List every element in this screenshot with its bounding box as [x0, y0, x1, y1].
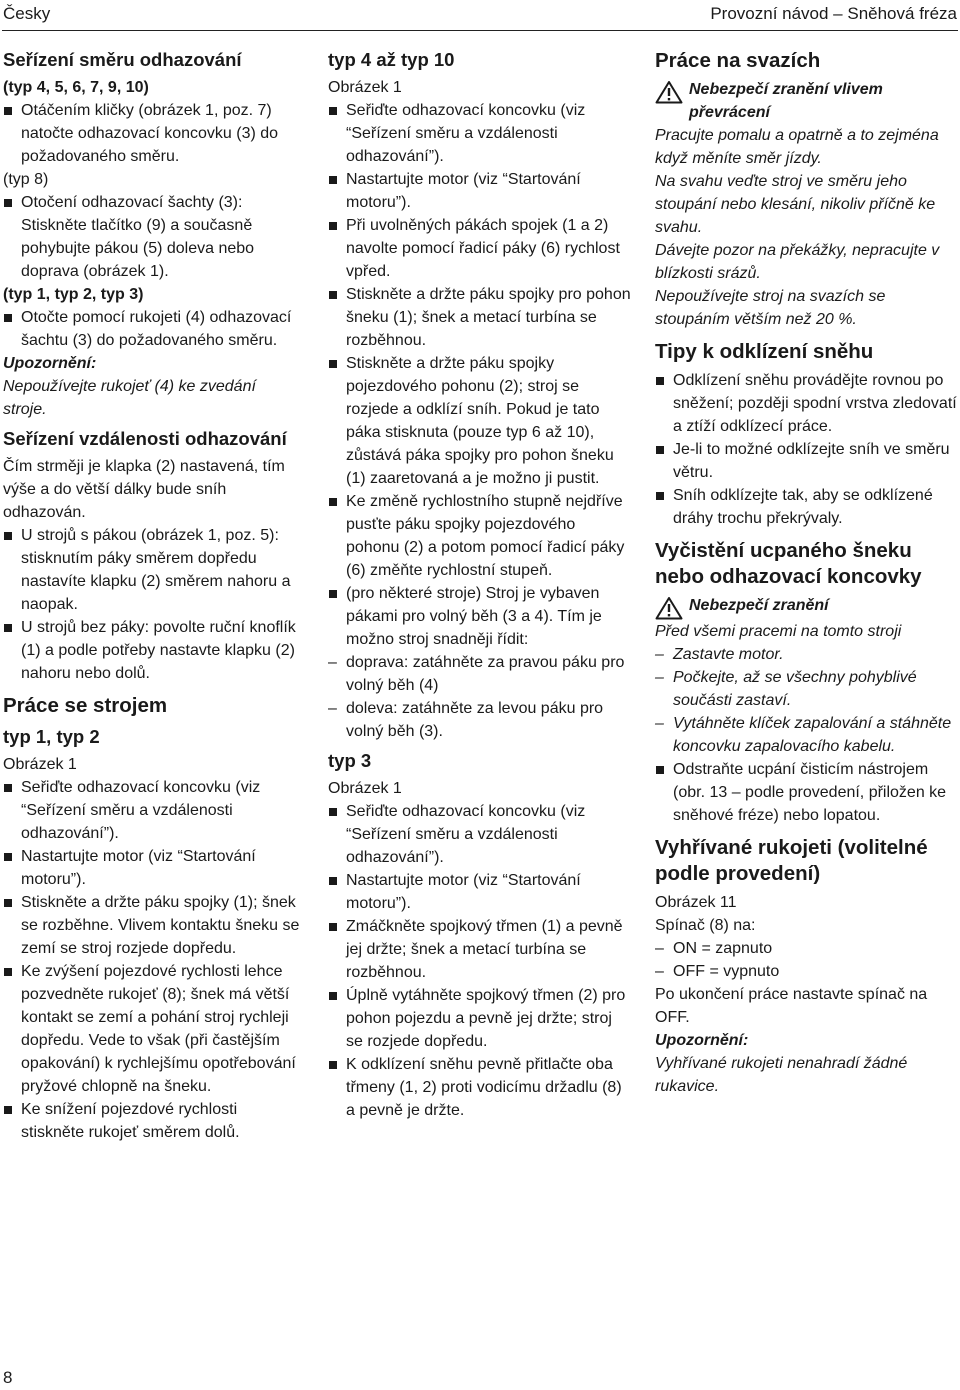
list-item: Otáčením kličky (obrázek 1, poz. 7) natočte odhazovací koncovku (3) do požadovaného směru.	[3, 99, 303, 168]
dash-item: – OFF = vypnuto	[655, 960, 958, 983]
list-item: U strojů s pákou (obrázek 1, poz. 5): stisknutím páky směrem dopředu nastavíte klapku (2) směrem nahoru a naopak.	[3, 524, 303, 616]
list-item: Stiskněte a držte páku spojky pojezdového pohonu (2); stroj se rozjede a odklízí sníh. Pokud je tato páka stisknuta (pouze typ 6 až 10), zůstává páka spojky pro pohon šneku (1) zaaretovaná a je možno ji pustit.	[328, 352, 633, 490]
heading-tips: Tipy k odklízení sněhu	[655, 340, 874, 363]
list-item: Úplně vytáhněte spojkový třmen (2) pro pohon pojezdu a pevně jej držte; stroj se rozjede dopředu.	[328, 984, 633, 1053]
list-item: Stiskněte a držte páku spojky pro pohon šneku (1); šnek a metací turbína se rozběhnou.	[328, 283, 633, 352]
list-item: Sníh odklízejte tak, aby se odklízené dráhy trochu překrývaly.	[655, 484, 958, 530]
warning-triangle-icon	[655, 596, 683, 620]
dash-item: – Počkejte, až se všechny pohyblivé součásti zastaví.	[655, 666, 958, 712]
column-1	[3, 46, 303, 1144]
column-2	[328, 46, 633, 1122]
heading-typ410: typ 4 až typ 10	[328, 49, 455, 70]
list-item: Nastartujte motor (viz “Startování motoru”).	[328, 869, 633, 915]
heading-typ3: typ 3	[328, 750, 372, 771]
typ4-label: (typ 4, 5, 6, 7, 9, 10)	[3, 79, 149, 96]
after-work-text: Po ukončení práce nastavte spínač na OFF.	[655, 986, 928, 1026]
heading-distance: Seřízení vzdálenosti odhazování	[3, 428, 287, 449]
column-3	[655, 46, 958, 1098]
note-label: Upozornění:	[655, 1032, 749, 1049]
list-item: Seřiďte odhazovací koncovku (viz “Seřízení směru a vzdálenosti odhazování”).	[328, 800, 633, 869]
header-language: Česky	[3, 4, 51, 23]
warning-title: Nebezpečí zranění vlivem převrácení	[689, 81, 883, 121]
heading-heated: Vyhřívané rukojeti (volitelné podle provedení)	[655, 836, 928, 885]
list-item: Stiskněte a držte páku spojky (1); šnek se rozběhne. Vlivem kontaktu šneku se zemí se stroj rozjede dopředu.	[3, 891, 303, 960]
note-label: Upozornění:	[3, 355, 97, 372]
heading-typ12: typ 1, typ 2	[3, 726, 100, 747]
note-text: Vyhřívané rukojeti nenahradí žádné rukavice.	[655, 1055, 908, 1095]
typ8-label: (typ 8)	[3, 171, 49, 188]
list-item: Seřiďte odhazovací koncovku (viz “Seřízení směru a vzdálenosti odhazování”).	[328, 99, 633, 168]
page-header	[3, 4, 957, 26]
slope-line: Na svahu veďte stroj ve směru jeho stoupání nebo klesání, nikoliv příčně ke svahu.	[655, 173, 936, 236]
list-item: U strojů bez páky: povolte ruční knoflík (1) a podle potřeby nastavte klapku (2) nahoru nebo dolů.	[3, 616, 303, 685]
heading-direction: Seřízení směru odhazování	[3, 49, 242, 70]
slope-line: Dávejte pozor na překážky, nepracujte v blízkosti srázů.	[655, 242, 940, 282]
list-item: Při uvolněných pákách spojek (1 a 2) navolte pomocí řadicí páky (6) rychlost vpřed.	[328, 214, 633, 283]
dash-item: – ON = zapnuto	[655, 937, 958, 960]
warning-triangle-icon	[655, 80, 683, 104]
list-item: Nastartujte motor (viz “Startování motoru”).	[3, 845, 303, 891]
list-item: Ke změně rychlostního stupně nejdříve pusťte páku spojky pojezdového pohonu (2) a potom pomocí řadicí páky (6) změňte rychlostní stupeň.	[328, 490, 633, 582]
dash-item: – doleva: zatáhněte za levou páku pro volný běh (3).	[328, 697, 633, 743]
figure-ref: Obrázek 11	[655, 894, 737, 911]
dash-item: – Zastavte motor.	[655, 643, 958, 666]
list-item: Odstraňte ucpání čisticím nástrojem (obr. 13 – podle provedení, přiložen ke sněhové fréze) nebo lopatou.	[655, 758, 958, 827]
note-text: Nepoužívejte rukojeť (4) ke zvedání stroje.	[3, 378, 256, 418]
figure-ref: Obrázek 1	[3, 756, 77, 773]
heading-clean: Vyčistění ucpaného šneku nebo odhazovací koncovky	[655, 539, 922, 588]
warning-title: Nebezpečí zranění	[689, 597, 829, 614]
typ123-label: (typ 1, typ 2, typ 3)	[3, 286, 144, 303]
page-number: 8	[3, 1368, 13, 1387]
dash-item: – Vytáhněte klíček zapalování a stáhněte koncovku zapalovacího kabelu.	[655, 712, 958, 758]
list-item: Otočení odhazovací šachty (3): Stiskněte tlačítko (9) a současně pohybujte pákou (5) doleva nebo doprava (obrázek 1).	[3, 191, 303, 283]
switch-label: Spínač (8) na:	[655, 917, 756, 934]
list-item: (pro některé stroje) Stroj je vybaven pákami pro volný běh (3 a 4). Tím je možno stroj snadněji řídit:	[328, 582, 633, 651]
list-item: Zmáčkněte spojkový třmen (1) a pevně jej držte; šnek a metací turbína se rozběhnou.	[328, 915, 633, 984]
header-doc-title: Provozní návod – Sněhová fréza	[710, 4, 957, 23]
figure-ref: Obrázek 1	[328, 780, 402, 797]
slope-line: Nepoužívejte stroj na svazích se stoupáním větším než 20 %.	[655, 288, 886, 328]
list-item: K odklízení sněhu pevně přitlačte oba třmeny (1, 2) proti vodicímu držadlu (8) a pevně je držte.	[328, 1053, 633, 1122]
dash-item: – doprava: zatáhněte za pravou páku pro volný běh (4)	[328, 651, 633, 697]
clean-intro: Před všemi pracemi na tomto stroji	[655, 623, 902, 640]
distance-text: Čím strměji je klapka (2) nastavená, tím výše a do větší dálky bude sníh odhazován.	[3, 458, 285, 521]
warning-injury	[655, 594, 958, 620]
heading-slopes: Práce na svazích	[655, 49, 821, 72]
slope-line: Pracujte pomalu a opatrně a to zejména když měníte směr jízdy.	[655, 127, 939, 167]
list-item: Odklízení sněhu provádějte rovnou po sněžení; později spodní vrstva zledovatí a ztíží odklízecí práce.	[655, 369, 958, 438]
list-item: Otočte pomocí rukojeti (4) odhazovací šachtu (3) do požadovaného směru.	[3, 306, 303, 352]
list-item: Ke zvýšení pojezdové rychlosti lehce pozvedněte rukojeť (8); šnek má větší kontakt se zemí a pohání stroj rychleji dopředu. Vede to však (při častějším opakování) k rychlejšímu opotřebování pryžové chlopně na šneku.	[3, 960, 303, 1098]
list-item: Seřiďte odhazovací koncovku (viz “Seřízení směru a vzdálenosti odhazování”).	[3, 776, 303, 845]
warning-rollover	[655, 78, 958, 124]
list-item: Je-li to možné odklízejte sníh ve směru větru.	[655, 438, 958, 484]
header-divider	[2, 30, 958, 31]
list-item: Ke snížení pojezdové rychlosti stiskněte rukojeť směrem dolů.	[3, 1098, 303, 1144]
list-item: Nastartujte motor (viz “Startování motoru”).	[328, 168, 633, 214]
heading-work: Práce se strojem	[3, 694, 168, 717]
figure-ref: Obrázek 1	[328, 79, 402, 96]
